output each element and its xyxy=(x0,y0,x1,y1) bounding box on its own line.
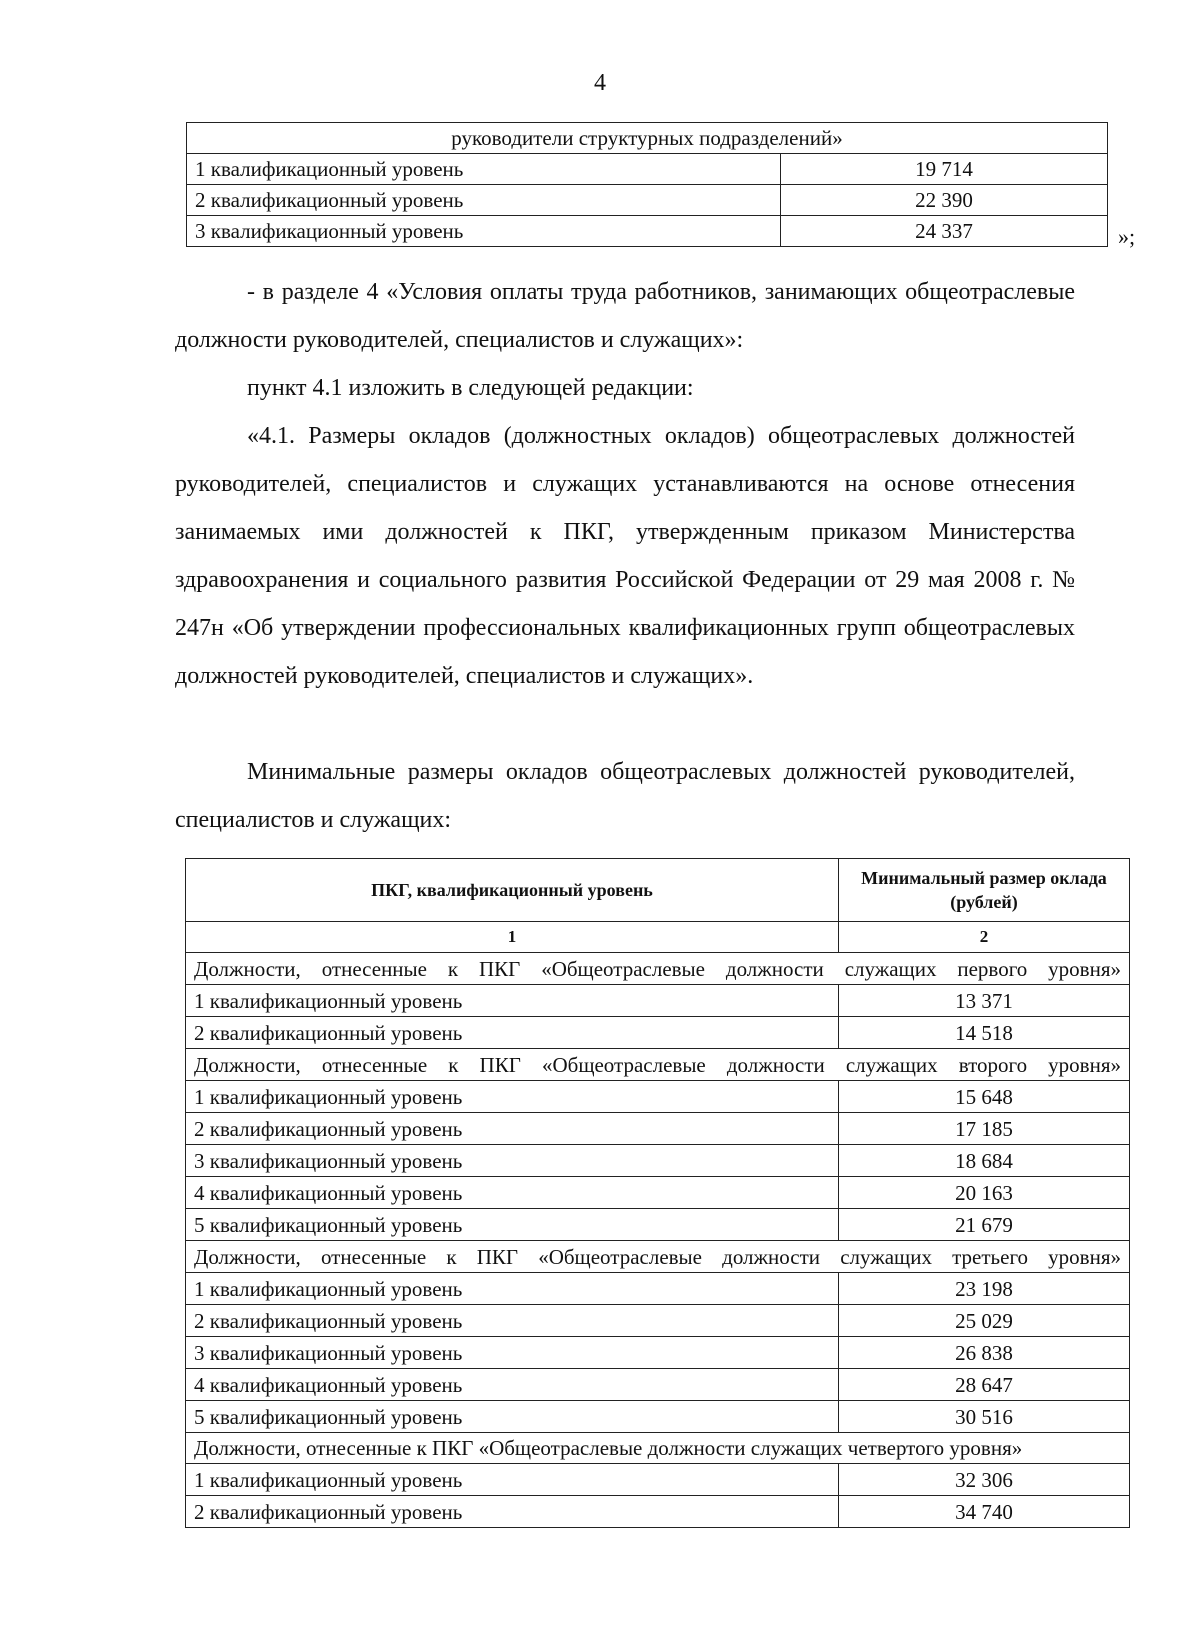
level-cell: 3 квалификационный уровень xyxy=(187,216,781,247)
value-cell: 25 029 xyxy=(839,1305,1130,1337)
group-title: Должности, отнесенные к ПКГ «Общеотраслевые должности служащих второго уровня» xyxy=(186,1049,1130,1081)
column-number-2: 2 xyxy=(839,922,1130,953)
level-cell: 3 квалификационный уровень xyxy=(186,1145,839,1177)
level-cell: 2 квалификационный уровень xyxy=(186,1305,839,1337)
closing-quote: »; xyxy=(1118,224,1136,249)
value-cell: 32 306 xyxy=(839,1464,1130,1496)
table-row xyxy=(186,1369,1130,1401)
page-number: 4 xyxy=(594,70,606,96)
value-cell: 17 185 xyxy=(839,1113,1130,1145)
paragraph-min-sizes: Минимальные размеры окладов общеотраслевых должностей руководителей, специалистов и служащих: xyxy=(175,759,1075,833)
value-cell: 13 371 xyxy=(839,985,1130,1017)
value-cell: 24 337 xyxy=(781,216,1108,247)
group-title: Должности, отнесенные к ПКГ «Общеотраслевые должности служащих первого уровня» xyxy=(186,953,1130,985)
level-cell: 1 квалификационный уровень xyxy=(187,154,781,185)
continuation-header: руководители структурных подразделений» xyxy=(187,123,1108,154)
level-cell: 2 квалификационный уровень xyxy=(186,1496,839,1528)
value-cell: 26 838 xyxy=(839,1337,1130,1369)
salary-table xyxy=(185,858,1130,1528)
value-cell: 30 516 xyxy=(839,1401,1130,1433)
value-cell: 15 648 xyxy=(839,1081,1130,1113)
table-row xyxy=(186,1113,1130,1145)
value-cell: 19 714 xyxy=(781,154,1108,185)
level-cell: 1 квалификационный уровень xyxy=(186,985,839,1017)
table-row xyxy=(186,1209,1130,1241)
level-cell: 4 квалификационный уровень xyxy=(186,1369,839,1401)
level-cell: 3 квалификационный уровень xyxy=(186,1337,839,1369)
paragraph-section-4: - в разделе 4 «Условия оплаты труда работников, занимающих общеотраслевые должности руководителей, специалистов и служащих»: xyxy=(175,279,1075,353)
group-title: Должности, отнесенные к ПКГ «Общеотраслевые должности служащих четвертого уровня» xyxy=(186,1433,1130,1464)
table-row xyxy=(186,1401,1130,1433)
column-header-salary: Минимальный размер оклада (рублей) xyxy=(839,859,1130,922)
level-cell: 1 квалификационный уровень xyxy=(186,1273,839,1305)
value-cell: 18 684 xyxy=(839,1145,1130,1177)
value-cell: 14 518 xyxy=(839,1017,1130,1049)
group-row xyxy=(186,1241,1130,1273)
table-row xyxy=(186,1017,1130,1049)
table-row xyxy=(186,1273,1130,1305)
value-cell: 20 163 xyxy=(839,1177,1130,1209)
column-number-1: 1 xyxy=(186,922,839,953)
table-row xyxy=(186,1464,1130,1496)
level-cell: 2 квалификационный уровень xyxy=(186,1017,839,1049)
group-row xyxy=(186,1433,1130,1464)
value-cell: 22 390 xyxy=(781,185,1108,216)
paragraph-4-1: «4.1. Размеры окладов (должностных окладов) общеотраслевых должностей руководителей, специалистов и служащих устанавливаются на основе отнесения занимаемых ими должностей к ПКГ, утвержденным приказом Министерства здравоохранения и социального развития Российской Федерации от 29 мая 2008 г. № 247н «Об утверждении профессиональных квалификационных групп общеотраслевых должностей руководителей, специалистов и служащих». xyxy=(175,423,1075,689)
level-cell: 2 квалификационный уровень xyxy=(187,185,781,216)
table-row xyxy=(186,1305,1130,1337)
value-cell: 28 647 xyxy=(839,1369,1130,1401)
group-row xyxy=(186,953,1130,985)
table-row xyxy=(186,1496,1130,1528)
level-cell: 4 квалификационный уровень xyxy=(186,1177,839,1209)
level-cell: 5 квалификационный уровень xyxy=(186,1401,839,1433)
column-header-pkg: ПКГ, квалификационный уровень xyxy=(186,859,839,922)
table-row xyxy=(186,985,1130,1017)
level-cell: 1 квалификационный уровень xyxy=(186,1464,839,1496)
table-row xyxy=(187,185,1108,216)
table-row xyxy=(187,216,1108,247)
table-row xyxy=(186,1337,1130,1369)
table-row xyxy=(186,1145,1130,1177)
table-row xyxy=(187,154,1108,185)
table-header-row xyxy=(186,859,1130,922)
column-number-row xyxy=(186,922,1130,953)
paragraph-amend-instruction: пункт 4.1 изложить в следующей редакции: xyxy=(247,375,694,401)
level-cell: 2 квалификационный уровень xyxy=(186,1113,839,1145)
table-row xyxy=(187,123,1108,154)
value-cell: 23 198 xyxy=(839,1273,1130,1305)
value-cell: 34 740 xyxy=(839,1496,1130,1528)
level-cell: 5 квалификационный уровень xyxy=(186,1209,839,1241)
group-title: Должности, отнесенные к ПКГ «Общеотраслевые должности служащих третьего уровня» xyxy=(186,1241,1130,1273)
table-row xyxy=(186,1177,1130,1209)
group-row xyxy=(186,1049,1130,1081)
level-cell: 1 квалификационный уровень xyxy=(186,1081,839,1113)
table-row xyxy=(186,1081,1130,1113)
value-cell: 21 679 xyxy=(839,1209,1130,1241)
continuation-table xyxy=(186,122,1108,247)
